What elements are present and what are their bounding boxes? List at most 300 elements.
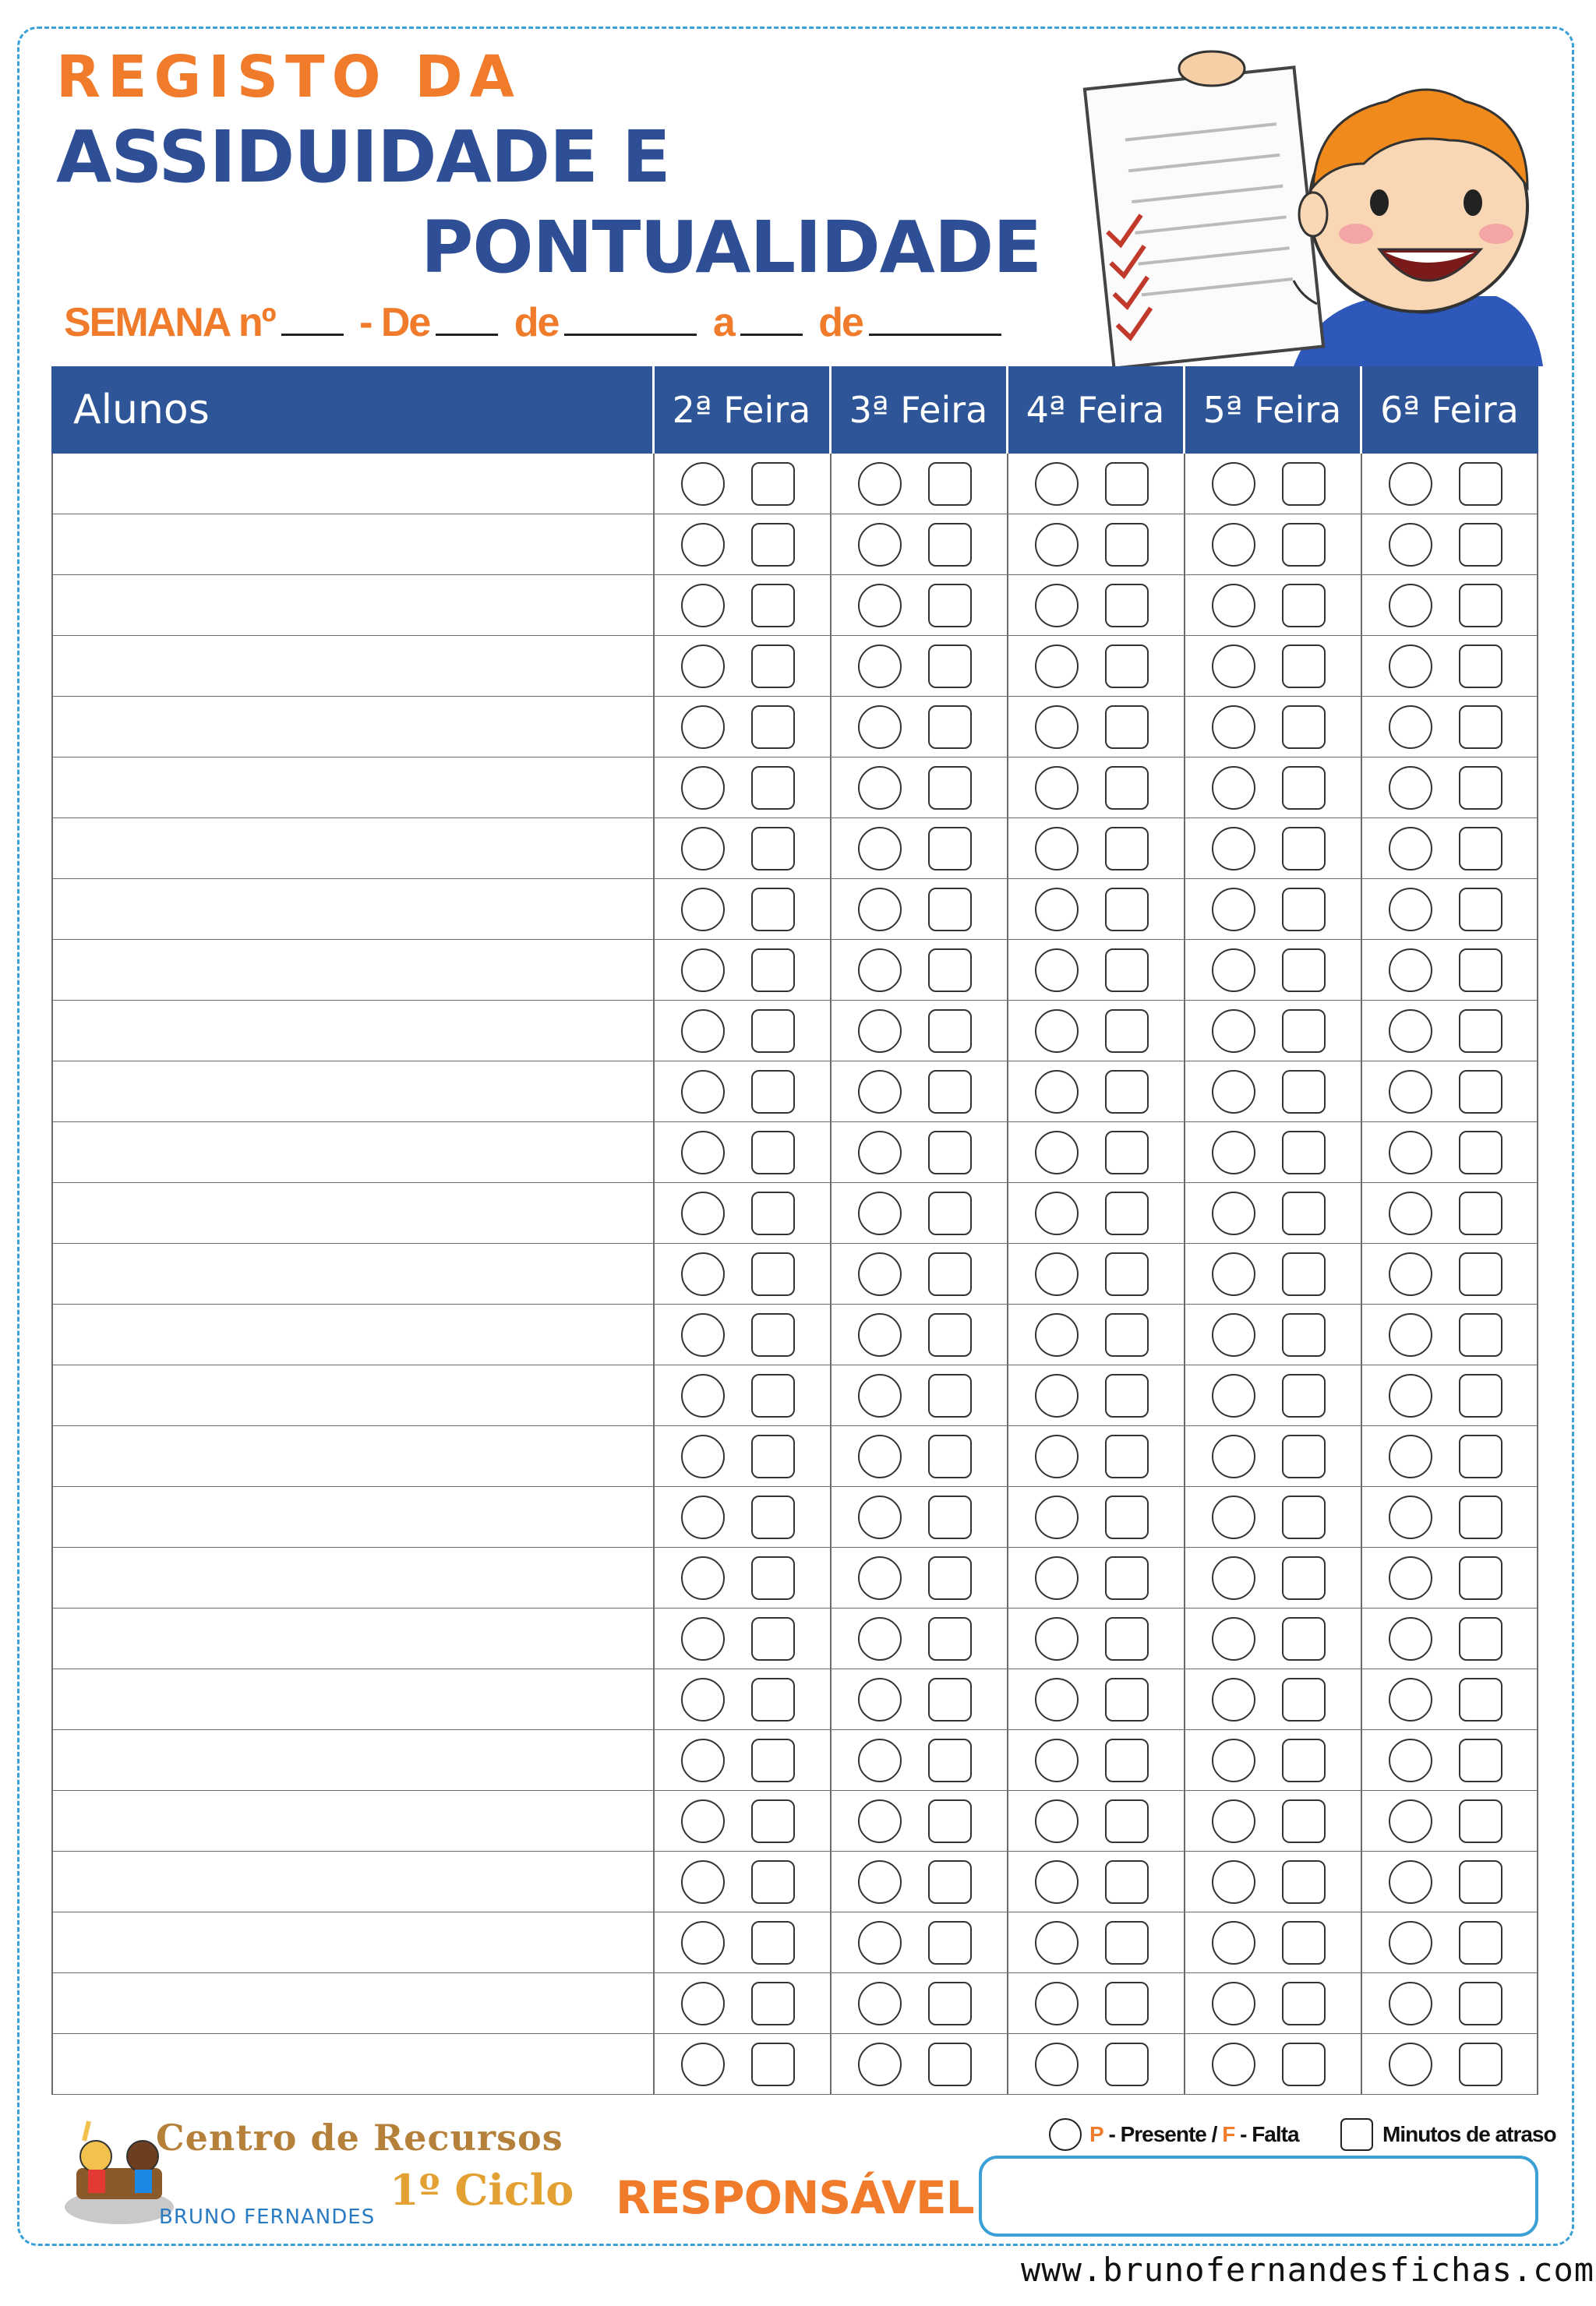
- delay-minutes-box[interactable]: [928, 1313, 972, 1357]
- delay-minutes-box[interactable]: [1282, 1374, 1326, 1418]
- delay-minutes-box[interactable]: [1105, 948, 1149, 992]
- delay-minutes-box[interactable]: [1105, 1435, 1149, 1478]
- delay-minutes-box[interactable]: [1282, 827, 1326, 870]
- student-name-cell[interactable]: [51, 1061, 653, 1122]
- presence-circle-checkbox[interactable]: [681, 1374, 725, 1418]
- delay-minutes-box[interactable]: [1282, 1009, 1326, 1053]
- presence-circle-checkbox[interactable]: [1035, 1860, 1079, 1904]
- presence-circle-checkbox[interactable]: [681, 948, 725, 992]
- presence-circle-checkbox[interactable]: [1212, 462, 1255, 506]
- delay-minutes-box[interactable]: [751, 1921, 795, 1965]
- delay-minutes-box[interactable]: [1459, 1860, 1502, 1904]
- presence-circle-checkbox[interactable]: [681, 1921, 725, 1965]
- presence-circle-checkbox[interactable]: [1035, 1496, 1079, 1539]
- delay-minutes-box[interactable]: [928, 827, 972, 870]
- student-name-cell[interactable]: [51, 1791, 653, 1852]
- delay-minutes-box[interactable]: [751, 1678, 795, 1722]
- delay-minutes-box[interactable]: [928, 644, 972, 688]
- presence-circle-checkbox[interactable]: [1212, 1009, 1255, 1053]
- student-name-cell[interactable]: [51, 636, 653, 697]
- presence-circle-checkbox[interactable]: [1035, 705, 1079, 749]
- presence-circle-checkbox[interactable]: [1035, 888, 1079, 931]
- presence-circle-checkbox[interactable]: [858, 1496, 902, 1539]
- student-name-cell[interactable]: [51, 1122, 653, 1183]
- student-name-cell[interactable]: [51, 879, 653, 940]
- presence-circle-checkbox[interactable]: [1212, 948, 1255, 992]
- presence-circle-checkbox[interactable]: [858, 462, 902, 506]
- student-name-cell[interactable]: [51, 1244, 653, 1305]
- presence-circle-checkbox[interactable]: [1212, 1192, 1255, 1235]
- delay-minutes-box[interactable]: [928, 1556, 972, 1600]
- delay-minutes-box[interactable]: [1105, 644, 1149, 688]
- presence-circle-checkbox[interactable]: [1389, 1131, 1432, 1174]
- presence-circle-checkbox[interactable]: [1389, 888, 1432, 931]
- presence-circle-checkbox[interactable]: [858, 1131, 902, 1174]
- student-name-cell[interactable]: [51, 1487, 653, 1548]
- delay-minutes-box[interactable]: [751, 1374, 795, 1418]
- delay-minutes-box[interactable]: [928, 1860, 972, 1904]
- delay-minutes-box[interactable]: [928, 1678, 972, 1722]
- presence-circle-checkbox[interactable]: [1389, 1739, 1432, 1782]
- presence-circle-checkbox[interactable]: [1212, 1921, 1255, 1965]
- presence-circle-checkbox[interactable]: [1035, 462, 1079, 506]
- presence-circle-checkbox[interactable]: [1389, 1070, 1432, 1114]
- presence-circle-checkbox[interactable]: [1212, 705, 1255, 749]
- delay-minutes-box[interactable]: [751, 1860, 795, 1904]
- student-name-cell[interactable]: [51, 697, 653, 757]
- delay-minutes-box[interactable]: [1459, 705, 1502, 749]
- presence-circle-checkbox[interactable]: [1035, 1252, 1079, 1296]
- student-name-cell[interactable]: [51, 1001, 653, 1061]
- delay-minutes-box[interactable]: [928, 1009, 972, 1053]
- presence-circle-checkbox[interactable]: [681, 888, 725, 931]
- presence-circle-checkbox[interactable]: [858, 584, 902, 627]
- presence-circle-checkbox[interactable]: [681, 523, 725, 567]
- presence-circle-checkbox[interactable]: [1035, 1192, 1079, 1235]
- presence-circle-checkbox[interactable]: [1035, 1009, 1079, 1053]
- presence-circle-checkbox[interactable]: [858, 1860, 902, 1904]
- delay-minutes-box[interactable]: [1105, 584, 1149, 627]
- presence-circle-checkbox[interactable]: [681, 1860, 725, 1904]
- presence-circle-checkbox[interactable]: [1389, 584, 1432, 627]
- from-month-blank[interactable]: [564, 329, 697, 336]
- delay-minutes-box[interactable]: [751, 1192, 795, 1235]
- presence-circle-checkbox[interactable]: [681, 1617, 725, 1661]
- delay-minutes-box[interactable]: [1282, 462, 1326, 506]
- presence-circle-checkbox[interactable]: [1035, 1678, 1079, 1722]
- from-day-blank[interactable]: [436, 329, 498, 336]
- delay-minutes-box[interactable]: [1282, 1799, 1326, 1843]
- delay-minutes-box[interactable]: [1105, 705, 1149, 749]
- delay-minutes-box[interactable]: [1459, 1192, 1502, 1235]
- presence-circle-checkbox[interactable]: [1212, 1496, 1255, 1539]
- presence-circle-checkbox[interactable]: [681, 1192, 725, 1235]
- presence-circle-checkbox[interactable]: [1212, 1617, 1255, 1661]
- presence-circle-checkbox[interactable]: [1389, 827, 1432, 870]
- delay-minutes-box[interactable]: [928, 1982, 972, 2025]
- delay-minutes-box[interactable]: [1282, 1192, 1326, 1235]
- delay-minutes-box[interactable]: [1282, 1435, 1326, 1478]
- delay-minutes-box[interactable]: [1459, 523, 1502, 567]
- delay-minutes-box[interactable]: [928, 1192, 972, 1235]
- delay-minutes-box[interactable]: [1459, 1009, 1502, 1053]
- presence-circle-checkbox[interactable]: [1212, 584, 1255, 627]
- delay-minutes-box[interactable]: [928, 1131, 972, 1174]
- delay-minutes-box[interactable]: [1105, 1617, 1149, 1661]
- delay-minutes-box[interactable]: [751, 827, 795, 870]
- delay-minutes-box[interactable]: [1459, 1556, 1502, 1600]
- presence-circle-checkbox[interactable]: [1212, 644, 1255, 688]
- delay-minutes-box[interactable]: [1105, 1739, 1149, 1782]
- delay-minutes-box[interactable]: [1282, 888, 1326, 931]
- delay-minutes-box[interactable]: [1105, 1009, 1149, 1053]
- delay-minutes-box[interactable]: [1459, 1252, 1502, 1296]
- student-name-cell[interactable]: [51, 1548, 653, 1609]
- presence-circle-checkbox[interactable]: [1212, 1435, 1255, 1478]
- delay-minutes-box[interactable]: [928, 1617, 972, 1661]
- delay-minutes-box[interactable]: [751, 1252, 795, 1296]
- week-number-blank[interactable]: [281, 329, 344, 336]
- delay-minutes-box[interactable]: [928, 1739, 972, 1782]
- delay-minutes-box[interactable]: [1459, 644, 1502, 688]
- presence-circle-checkbox[interactable]: [1389, 1192, 1432, 1235]
- delay-minutes-box[interactable]: [1282, 1921, 1326, 1965]
- to-month-blank[interactable]: [869, 329, 1001, 336]
- presence-circle-checkbox[interactable]: [858, 888, 902, 931]
- presence-circle-checkbox[interactable]: [1035, 523, 1079, 567]
- delay-minutes-box[interactable]: [1105, 827, 1149, 870]
- presence-circle-checkbox[interactable]: [858, 1192, 902, 1235]
- presence-circle-checkbox[interactable]: [1212, 1982, 1255, 2025]
- student-name-cell[interactable]: [51, 757, 653, 818]
- presence-circle-checkbox[interactable]: [681, 766, 725, 810]
- delay-minutes-box[interactable]: [1105, 1313, 1149, 1357]
- student-name-cell[interactable]: [51, 1183, 653, 1244]
- presence-circle-checkbox[interactable]: [858, 827, 902, 870]
- delay-minutes-box[interactable]: [751, 1556, 795, 1600]
- delay-minutes-box[interactable]: [1282, 1556, 1326, 1600]
- delay-minutes-box[interactable]: [1459, 1496, 1502, 1539]
- delay-minutes-box[interactable]: [1282, 766, 1326, 810]
- presence-circle-checkbox[interactable]: [1389, 1860, 1432, 1904]
- presence-circle-checkbox[interactable]: [1389, 766, 1432, 810]
- delay-minutes-box[interactable]: [928, 1252, 972, 1296]
- delay-minutes-box[interactable]: [751, 1617, 795, 1661]
- presence-circle-checkbox[interactable]: [858, 1617, 902, 1661]
- presence-circle-checkbox[interactable]: [858, 1435, 902, 1478]
- presence-circle-checkbox[interactable]: [858, 705, 902, 749]
- presence-circle-checkbox[interactable]: [1389, 1678, 1432, 1722]
- delay-minutes-box[interactable]: [1459, 1435, 1502, 1478]
- presence-circle-checkbox[interactable]: [1212, 1556, 1255, 1600]
- presence-circle-checkbox[interactable]: [1212, 1131, 1255, 1174]
- delay-minutes-box[interactable]: [1105, 1496, 1149, 1539]
- delay-minutes-box[interactable]: [1282, 1070, 1326, 1114]
- presence-circle-checkbox[interactable]: [1389, 1496, 1432, 1539]
- presence-circle-checkbox[interactable]: [1212, 1799, 1255, 1843]
- presence-circle-checkbox[interactable]: [1035, 1556, 1079, 1600]
- delay-minutes-box[interactable]: [1459, 1982, 1502, 2025]
- presence-circle-checkbox[interactable]: [858, 1070, 902, 1114]
- presence-circle-checkbox[interactable]: [1389, 1617, 1432, 1661]
- student-name-cell[interactable]: [51, 1852, 653, 1912]
- delay-minutes-box[interactable]: [1459, 462, 1502, 506]
- delay-minutes-box[interactable]: [751, 644, 795, 688]
- delay-minutes-box[interactable]: [1282, 1982, 1326, 2025]
- presence-circle-checkbox[interactable]: [1389, 948, 1432, 992]
- presence-circle-checkbox[interactable]: [1212, 1678, 1255, 1722]
- presence-circle-checkbox[interactable]: [1389, 523, 1432, 567]
- presence-circle-checkbox[interactable]: [1035, 584, 1079, 627]
- delay-minutes-box[interactable]: [1105, 523, 1149, 567]
- presence-circle-checkbox[interactable]: [1035, 2043, 1079, 2086]
- presence-circle-checkbox[interactable]: [858, 1982, 902, 2025]
- delay-minutes-box[interactable]: [1105, 1982, 1149, 2025]
- presence-circle-checkbox[interactable]: [1389, 462, 1432, 506]
- delay-minutes-box[interactable]: [1282, 1496, 1326, 1539]
- delay-minutes-box[interactable]: [1459, 827, 1502, 870]
- student-name-cell[interactable]: [51, 1365, 653, 1426]
- presence-circle-checkbox[interactable]: [1389, 1799, 1432, 1843]
- presence-circle-checkbox[interactable]: [1212, 827, 1255, 870]
- student-name-cell[interactable]: [51, 514, 653, 575]
- presence-circle-checkbox[interactable]: [681, 1009, 725, 1053]
- presence-circle-checkbox[interactable]: [1212, 1739, 1255, 1782]
- presence-circle-checkbox[interactable]: [1035, 644, 1079, 688]
- delay-minutes-box[interactable]: [1282, 644, 1326, 688]
- delay-minutes-box[interactable]: [751, 1131, 795, 1174]
- presence-circle-checkbox[interactable]: [1212, 1252, 1255, 1296]
- delay-minutes-box[interactable]: [1282, 1739, 1326, 1782]
- delay-minutes-box[interactable]: [751, 766, 795, 810]
- presence-circle-checkbox[interactable]: [1212, 1070, 1255, 1114]
- delay-minutes-box[interactable]: [1282, 1678, 1326, 1722]
- delay-minutes-box[interactable]: [1459, 2043, 1502, 2086]
- delay-minutes-box[interactable]: [751, 1313, 795, 1357]
- delay-minutes-box[interactable]: [1459, 1313, 1502, 1357]
- presence-circle-checkbox[interactable]: [1035, 1435, 1079, 1478]
- delay-minutes-box[interactable]: [1105, 1070, 1149, 1114]
- delay-minutes-box[interactable]: [1459, 1374, 1502, 1418]
- presence-circle-checkbox[interactable]: [858, 1252, 902, 1296]
- delay-minutes-box[interactable]: [751, 1982, 795, 2025]
- presence-circle-checkbox[interactable]: [681, 2043, 725, 2086]
- presence-circle-checkbox[interactable]: [681, 1678, 725, 1722]
- delay-minutes-box[interactable]: [1105, 1921, 1149, 1965]
- presence-circle-checkbox[interactable]: [1035, 1617, 1079, 1661]
- delay-minutes-box[interactable]: [1282, 948, 1326, 992]
- student-name-cell[interactable]: [51, 1609, 653, 1669]
- student-name-cell[interactable]: [51, 1912, 653, 1973]
- delay-minutes-box[interactable]: [751, 1435, 795, 1478]
- presence-circle-checkbox[interactable]: [858, 1739, 902, 1782]
- presence-circle-checkbox[interactable]: [1212, 523, 1255, 567]
- student-name-cell[interactable]: [51, 940, 653, 1001]
- presence-circle-checkbox[interactable]: [1389, 1374, 1432, 1418]
- delay-minutes-box[interactable]: [1459, 1921, 1502, 1965]
- delay-minutes-box[interactable]: [1105, 1860, 1149, 1904]
- delay-minutes-box[interactable]: [1105, 1556, 1149, 1600]
- delay-minutes-box[interactable]: [1282, 1313, 1326, 1357]
- delay-minutes-box[interactable]: [1282, 584, 1326, 627]
- delay-minutes-box[interactable]: [751, 1070, 795, 1114]
- presence-circle-checkbox[interactable]: [681, 1496, 725, 1539]
- presence-circle-checkbox[interactable]: [1389, 1921, 1432, 1965]
- student-name-cell[interactable]: [51, 1305, 653, 1365]
- student-name-cell[interactable]: [51, 1973, 653, 2034]
- presence-circle-checkbox[interactable]: [681, 1982, 725, 2025]
- delay-minutes-box[interactable]: [928, 2043, 972, 2086]
- delay-minutes-box[interactable]: [1105, 1678, 1149, 1722]
- presence-circle-checkbox[interactable]: [1212, 2043, 1255, 2086]
- presence-circle-checkbox[interactable]: [681, 827, 725, 870]
- delay-minutes-box[interactable]: [751, 462, 795, 506]
- delay-minutes-box[interactable]: [1459, 1739, 1502, 1782]
- delay-minutes-box[interactable]: [1282, 1617, 1326, 1661]
- presence-circle-checkbox[interactable]: [681, 1313, 725, 1357]
- responsavel-field[interactable]: [979, 2156, 1538, 2237]
- presence-circle-checkbox[interactable]: [681, 1252, 725, 1296]
- presence-circle-checkbox[interactable]: [1035, 1982, 1079, 2025]
- delay-minutes-box[interactable]: [1105, 462, 1149, 506]
- presence-circle-checkbox[interactable]: [1212, 1313, 1255, 1357]
- student-name-cell[interactable]: [51, 1426, 653, 1487]
- delay-minutes-box[interactable]: [751, 523, 795, 567]
- delay-minutes-box[interactable]: [1282, 2043, 1326, 2086]
- delay-minutes-box[interactable]: [751, 1799, 795, 1843]
- presence-circle-checkbox[interactable]: [1389, 1252, 1432, 1296]
- presence-circle-checkbox[interactable]: [1035, 827, 1079, 870]
- delay-minutes-box[interactable]: [1459, 1799, 1502, 1843]
- presence-circle-checkbox[interactable]: [1035, 1070, 1079, 1114]
- delay-minutes-box[interactable]: [1105, 1192, 1149, 1235]
- delay-minutes-box[interactable]: [751, 948, 795, 992]
- presence-circle-checkbox[interactable]: [1212, 1374, 1255, 1418]
- presence-circle-checkbox[interactable]: [681, 1070, 725, 1114]
- delay-minutes-box[interactable]: [928, 1435, 972, 1478]
- delay-minutes-box[interactable]: [1459, 584, 1502, 627]
- delay-minutes-box[interactable]: [1282, 1860, 1326, 1904]
- delay-minutes-box[interactable]: [928, 1496, 972, 1539]
- presence-circle-checkbox[interactable]: [681, 644, 725, 688]
- presence-circle-checkbox[interactable]: [681, 1739, 725, 1782]
- presence-circle-checkbox[interactable]: [1035, 1374, 1079, 1418]
- student-name-cell[interactable]: [51, 1730, 653, 1791]
- delay-minutes-box[interactable]: [928, 1374, 972, 1418]
- delay-minutes-box[interactable]: [751, 888, 795, 931]
- delay-minutes-box[interactable]: [928, 1799, 972, 1843]
- delay-minutes-box[interactable]: [1459, 1617, 1502, 1661]
- delay-minutes-box[interactable]: [1282, 1131, 1326, 1174]
- delay-minutes-box[interactable]: [1459, 1070, 1502, 1114]
- delay-minutes-box[interactable]: [1105, 2043, 1149, 2086]
- delay-minutes-box[interactable]: [1282, 523, 1326, 567]
- delay-minutes-box[interactable]: [928, 888, 972, 931]
- delay-minutes-box[interactable]: [1459, 766, 1502, 810]
- delay-minutes-box[interactable]: [1282, 705, 1326, 749]
- presence-circle-checkbox[interactable]: [858, 1678, 902, 1722]
- delay-minutes-box[interactable]: [1459, 1678, 1502, 1722]
- presence-circle-checkbox[interactable]: [858, 1556, 902, 1600]
- presence-circle-checkbox[interactable]: [858, 523, 902, 567]
- presence-circle-checkbox[interactable]: [681, 462, 725, 506]
- presence-circle-checkbox[interactable]: [1035, 1739, 1079, 1782]
- delay-minutes-box[interactable]: [928, 948, 972, 992]
- presence-circle-checkbox[interactable]: [1389, 644, 1432, 688]
- presence-circle-checkbox[interactable]: [1035, 1131, 1079, 1174]
- presence-circle-checkbox[interactable]: [681, 1435, 725, 1478]
- delay-minutes-box[interactable]: [1105, 1252, 1149, 1296]
- presence-circle-checkbox[interactable]: [681, 1799, 725, 1843]
- presence-circle-checkbox[interactable]: [1212, 888, 1255, 931]
- student-name-cell[interactable]: [51, 454, 653, 514]
- student-name-cell[interactable]: [51, 575, 653, 636]
- presence-circle-checkbox[interactable]: [1212, 1860, 1255, 1904]
- delay-minutes-box[interactable]: [1282, 1252, 1326, 1296]
- presence-circle-checkbox[interactable]: [1389, 1556, 1432, 1600]
- presence-circle-checkbox[interactable]: [858, 1313, 902, 1357]
- delay-minutes-box[interactable]: [928, 705, 972, 749]
- presence-circle-checkbox[interactable]: [681, 1131, 725, 1174]
- presence-circle-checkbox[interactable]: [1212, 766, 1255, 810]
- student-name-cell[interactable]: [51, 2034, 653, 2095]
- presence-circle-checkbox[interactable]: [681, 584, 725, 627]
- delay-minutes-box[interactable]: [1459, 1131, 1502, 1174]
- delay-minutes-box[interactable]: [751, 1739, 795, 1782]
- delay-minutes-box[interactable]: [1105, 888, 1149, 931]
- delay-minutes-box[interactable]: [928, 1070, 972, 1114]
- presence-circle-checkbox[interactable]: [858, 644, 902, 688]
- delay-minutes-box[interactable]: [928, 462, 972, 506]
- delay-minutes-box[interactable]: [1459, 888, 1502, 931]
- presence-circle-checkbox[interactable]: [681, 1556, 725, 1600]
- delay-minutes-box[interactable]: [751, 584, 795, 627]
- delay-minutes-box[interactable]: [751, 2043, 795, 2086]
- delay-minutes-box[interactable]: [928, 1921, 972, 1965]
- presence-circle-checkbox[interactable]: [858, 766, 902, 810]
- presence-circle-checkbox[interactable]: [1035, 1313, 1079, 1357]
- presence-circle-checkbox[interactable]: [1035, 766, 1079, 810]
- student-name-cell[interactable]: [51, 818, 653, 879]
- presence-circle-checkbox[interactable]: [1035, 1921, 1079, 1965]
- presence-circle-checkbox[interactable]: [858, 1009, 902, 1053]
- delay-minutes-box[interactable]: [1105, 1374, 1149, 1418]
- presence-circle-checkbox[interactable]: [681, 705, 725, 749]
- student-name-cell[interactable]: [51, 1669, 653, 1730]
- delay-minutes-box[interactable]: [1105, 1799, 1149, 1843]
- delay-minutes-box[interactable]: [751, 1009, 795, 1053]
- presence-circle-checkbox[interactable]: [1035, 948, 1079, 992]
- delay-minutes-box[interactable]: [928, 523, 972, 567]
- presence-circle-checkbox[interactable]: [858, 1374, 902, 1418]
- to-day-blank[interactable]: [740, 329, 803, 336]
- presence-circle-checkbox[interactable]: [858, 2043, 902, 2086]
- presence-circle-checkbox[interactable]: [1389, 2043, 1432, 2086]
- presence-circle-checkbox[interactable]: [1035, 1799, 1079, 1843]
- presence-circle-checkbox[interactable]: [858, 1799, 902, 1843]
- delay-minutes-box[interactable]: [928, 766, 972, 810]
- presence-circle-checkbox[interactable]: [1389, 705, 1432, 749]
- presence-circle-checkbox[interactable]: [1389, 1313, 1432, 1357]
- delay-minutes-box[interactable]: [1105, 766, 1149, 810]
- delay-minutes-box[interactable]: [1105, 1131, 1149, 1174]
- presence-circle-checkbox[interactable]: [1389, 1009, 1432, 1053]
- presence-circle-checkbox[interactable]: [1389, 1982, 1432, 2025]
- delay-minutes-box[interactable]: [1459, 948, 1502, 992]
- presence-circle-checkbox[interactable]: [858, 948, 902, 992]
- presence-circle-checkbox[interactable]: [858, 1921, 902, 1965]
- delay-minutes-box[interactable]: [928, 584, 972, 627]
